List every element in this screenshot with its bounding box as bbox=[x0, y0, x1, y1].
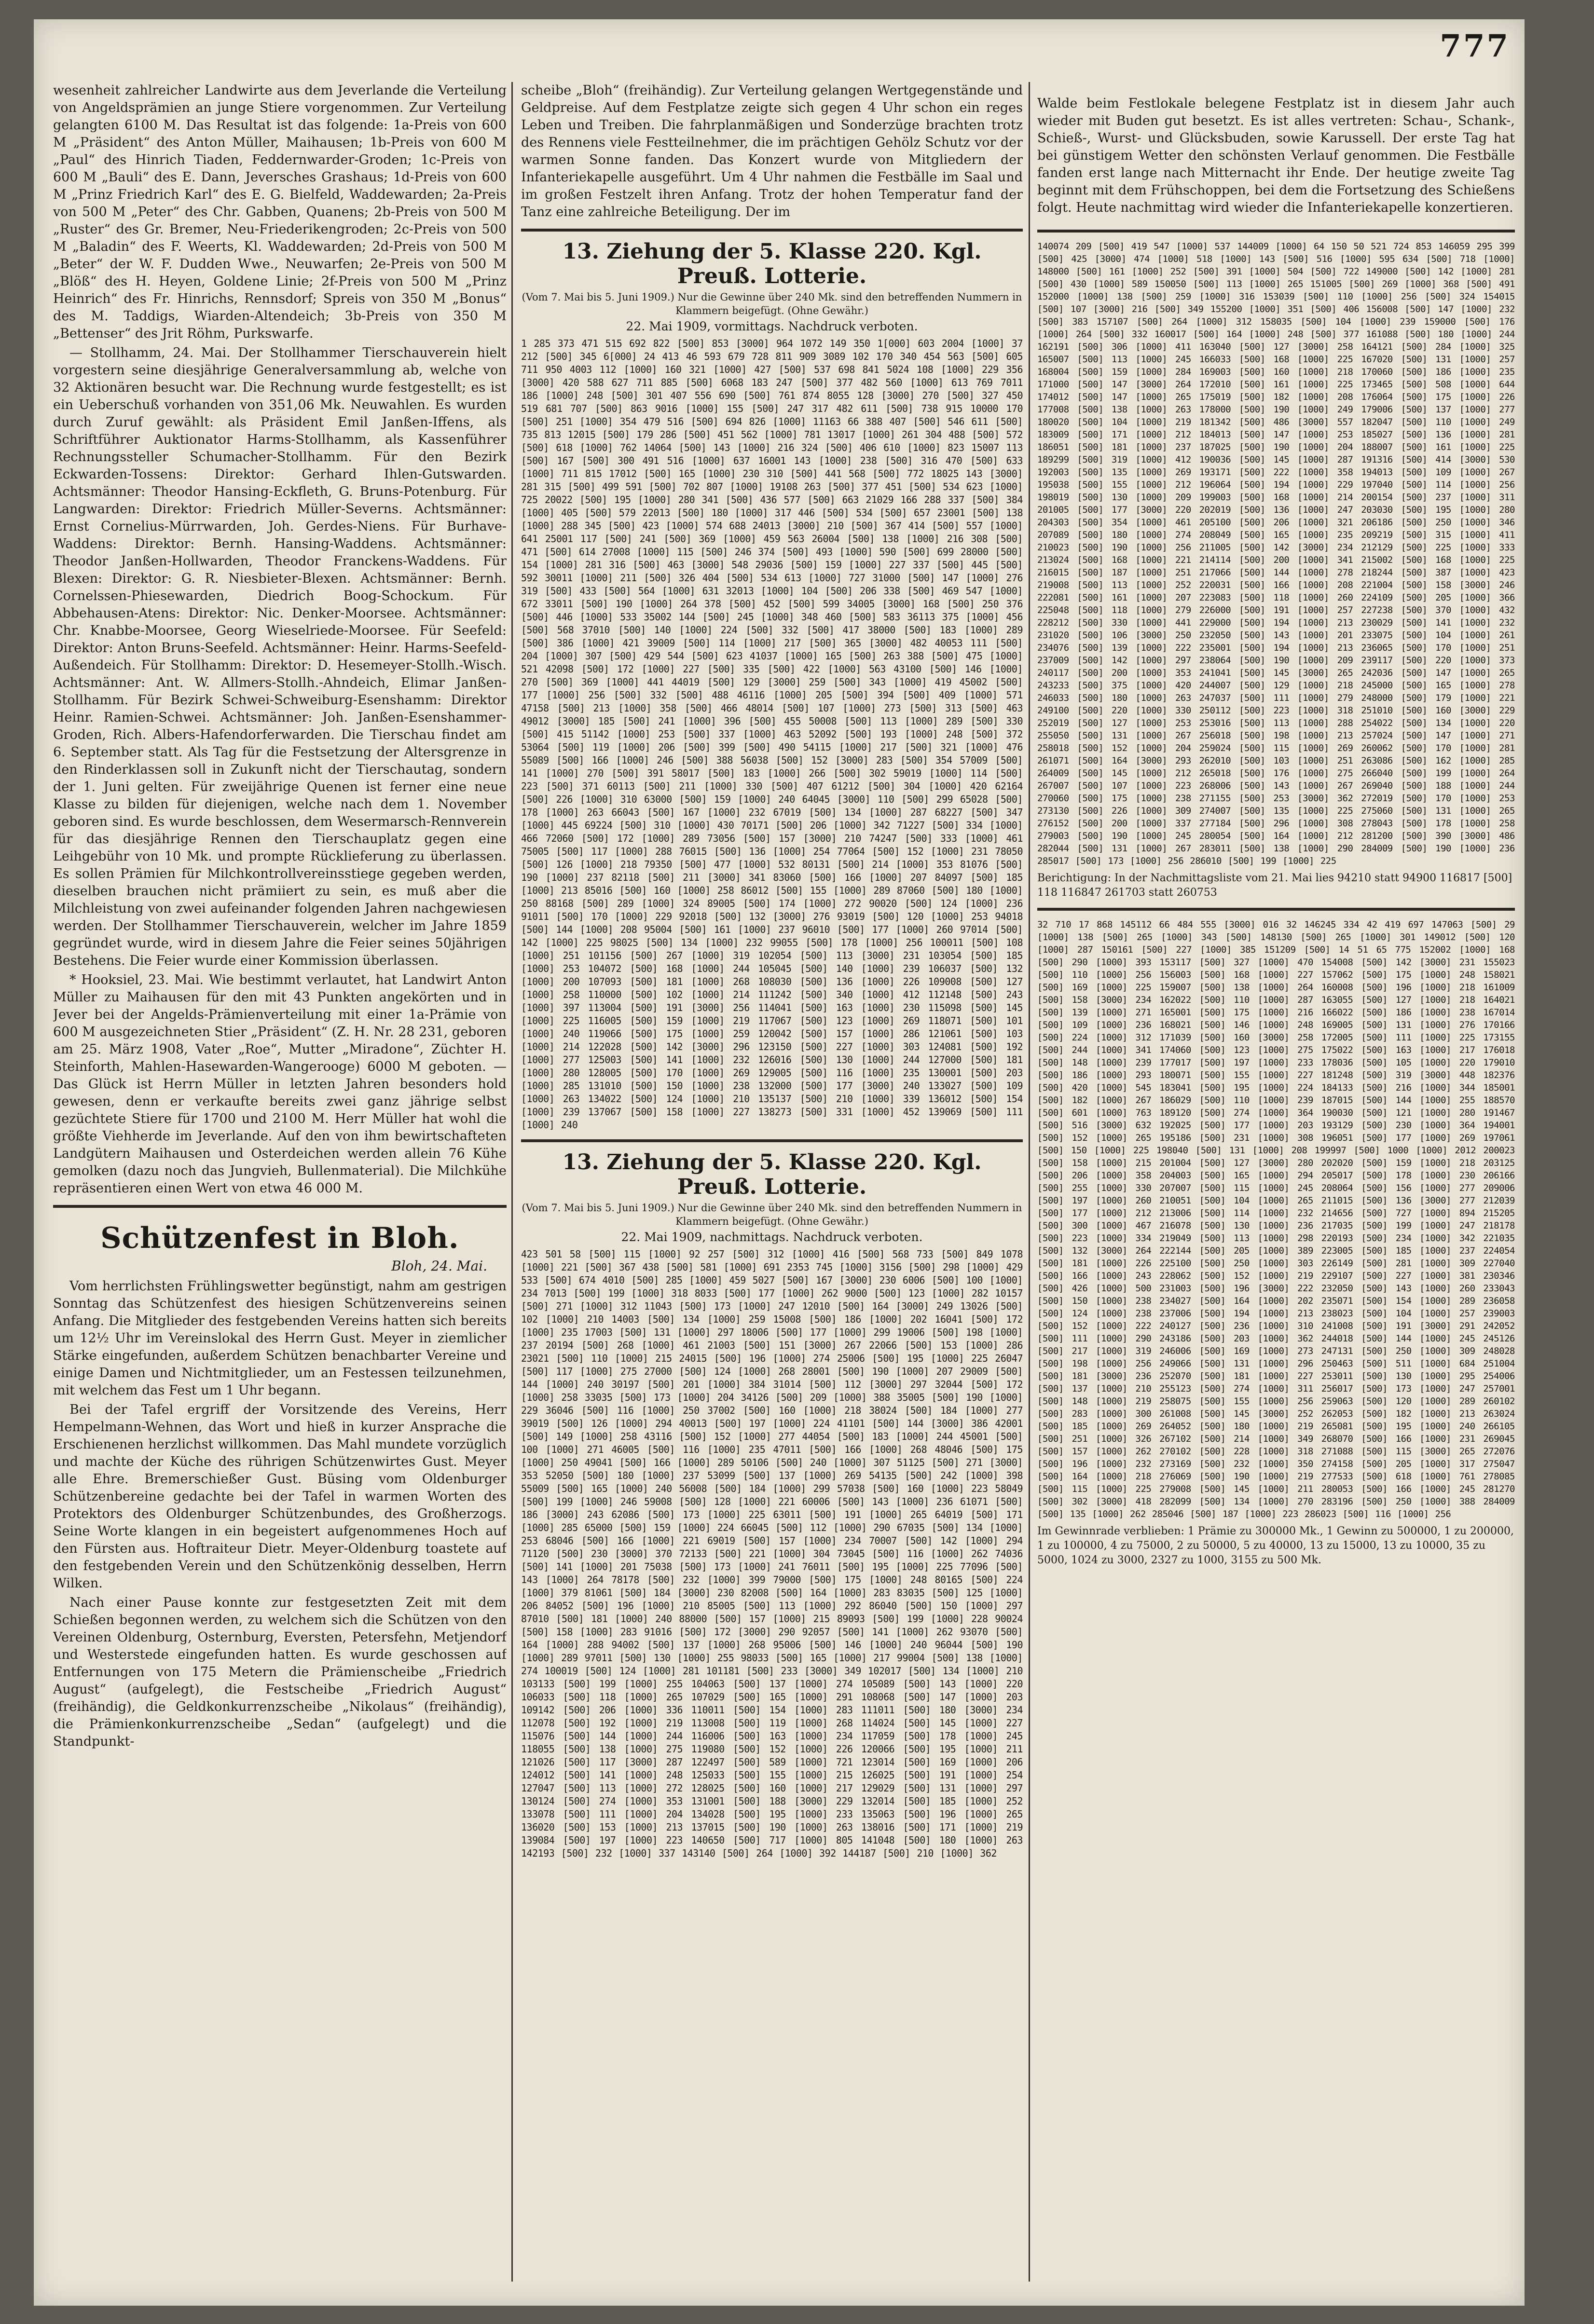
page-number: 777 bbox=[1440, 28, 1510, 64]
article-headline: Schützenfest in Bloh. bbox=[100, 1221, 459, 1255]
lottery-number-list: 32 710 17 868 145112 66 484 555 [3000] 016 32 146245 334 42 419 697 147063 [500] 29 [1000] 138 [500] 265 [1000] 343 [500] 148130 [500] 265 [1000] 301 149012 [500] 120 [1000] 287 150161 [500] 227 [1000] 385 151209 [500] 14 51 65 775 152002 [1000] 168 [500] 290 [1000] 393 153117 [500] 327 [1000] 470 154008 [500] 142 [3000] 231 155023 [500] 110 [1000] 256 156003 [500] 168 [1000] 227 157062 [500] 175 [1000] 248 158021 [500] 169 [1000] 225 159007 [500] 138 [1000] 264 160008 [500] 196 [1000] 218 161009 [500] 158 [3000] 234 162022 [500] 110 [1000] 287 163055 [500] 127 [1000] 218 164021 [500] 139 [1000] 271 165001 [500] 175 [1000] 216 166022 [500] 186 [1000] 238 167014 [500] 109 [1000] 236 168021 [500] 146 [1000] 248 169005 [500] 131 [1000] 276 170166 [500] 224 [1000] 312 171039 [500] 160 [3000] 258 172005 [500] 111 [1000] 225 173155 [500] 244 [1000] 341 174060 [500] 123 [1000] 275 175022 [500] 163 [1000] 217 176018 [500] 148 [1000] 239 177017 [500] 197 [1000] 233 178036 [500] 105 [1000] 220 179010 [500] 186 [1000] 293 180071 [500] 155 [1000] 227 181248 [500] 319 [3000] 448 182376 [500] 420 [1000] 545 183041 [500] 195 [1000] 224 184133 [500] 216 [1000] 344 185001 [500] 182 [1000] 267 186029 [500] 110 [1000] 239 187015 [500] 144 [1000] 255 188570 [500] 601 [1000] 763 189120 [500] 274 [1000] 364 190030 [500] 121 [1000] 280 191467 [500] 516 [3000] 632 192025 [500] 177 [1000] 203 193129 [500] 230 [1000] 364 194001 [500] 152 [1000] 265 195186 [500] 231 [1000] 308 196051 [500] 177 [1000] 269 197061 [500] 150 [1000] 225 198040 [500] 131 [1000] 208 199997 [500] 1000 [1000] 2012 200023 [500] 158 [1000] 215 201004 [500] 127 [3000] 280 202020 [500] 159 [1000] 218 203125 [500] 206 [1000] 358 204003 [500] 165 [1000] 294 205017 [500] 178 [1000] 230 206166 [500] 255 [1000] 330 207007 [500] 115 [1000] 245 208064 [500] 156 [1000] 277 209006 [500] 197 [1000] 260 210051 [500] 104 [1000] 265 211015 [500] 136 [3000] 277 212039 [500] 177 [1000] 212 213006 [500] 114 [1000] 232 214656 [500] 727 [1000] 894 215205 [500] 300 [1000] 467 216078 [500] 130 [1000] 236 217035 [500] 199 [1000] 247 218178 [500] 223 [1000] 334 219049 [500] 113 [1000] 298 220193 [500] 234 [1000] 342 221035 [500] 132 [3000] 264 222144 [500] 205 [1000] 389 223005 [500] 185 [1000] 237 224054 [500] 181 [1000] 226 225100 [500] 250 [1000] 303 226149 [500] 281 [1000] 309 227040 [500] 166 [1000] 243 228062 [500] 152 [1000] 219 229107 [500] 227 [1000] 381 230346 [500] 426 [1000] 500 231003 [500] 196 [3000] 222 232050 [500] 143 [1000] 260 233043 [500] 150 [1000] 238 234027 [500] 164 [1000] 202 235071 [500] 154 [1000] 289 236058 [500] 124 [1000] 238 237006 [500] 194 [1000] 213 238023 [500] 104 [1000] 257 239003 [500] 152 [1000] 222 240127 [500] 236 [1000] 310 241008 [500] 191 [3000] 291 242052 [500] 111 [1000] 290 243186 [500] 203 [1000] 362 244018 [500] 144 [1000] 245 245126 [500] 217 [1000] 319 246006 [500] 169 [1000] 273 247131 [500] 250 [1000] 309 248028 [500] 198 [1000] 256 249066 [500] 131 [1000] 296 250463 [500] 511 [1000] 684 251004 [500] 181 [3000] 236 252070 [500] 181 [1000] 227 253011 [500] 130 [1000] 295 254006 [500] 137 [1000] 210 255123 [500] 274 [1000] 311 256017 [500] 173 [1000] 247 257001 [500] 148 [1000] 219 258075 [500] 155 [1000] 256 259063 [500] 120 [1000] 289 260102 [500] 283 [1000] 300 261008 [500] 145 [3000] 252 262053 [500] 182 [1000] 213 263024 [500] 185 [1000] 269 264052 [500] 180 [1000] 219 265081 [500] 195 [1000] 240 266105 [500] 251 [1000] 326 267102 [500] 214 [1000] 349 268070 [500] 166 [1000] 231 269045 [500] 157 [1000] 262 270102 [500] 228 [1000] 318 271088 [500] 115 [3000] 265 272076 [500] 196 [1000] 232 273169 [500] 232 [1000] 350 274158 [500] 205 [1000] 317 275047 [500] 164 [1000] 218 276069 [500] 190 [1000] 219 277533 [500] 618 [1000] 761 278085 [500] 115 [1000] 225 279008 [500] 145 [1000] 211 280053 [500] 166 [1000] 245 281270 [500] 302 [3000] 418 282099 [500] 134 [1000] 270 283196 [500] 250 [1000] 388 284009 [500] 135 [1000] 262 285046 [500] 187 [1000] 223 286023 [500] 116 [1000] 256 bbox=[1037, 919, 1515, 1519]
lottery-date: 22. Mai 1909, nachmittags. Nachdruck verboten. bbox=[621, 1230, 923, 1244]
article-paragraph: — Stollhamm, 24. Mai. Der Stollhammer Tierschauverein hielt vorgestern seine diesjährige Generalversammlung ab, welche von 32 Aktionären besucht war. Die Rechnung wurde festgestellt; es ist ein Ueberschuß vorhanden von 351,06 Mk. Neuwahlen. Es wurden durch Zuruf gewählt: als Präsident Emil Janßen-Iffens, als Schriftführer Auktionator Harms-Stollhamm, als Kassenführer Rechnungssteller Schumacher-Stollhamm. Für den Bezirk Eckwarden-Tossens: Direktor: Gerhard Ihlen-Gutswarden. Achtsmänner: Theodor Hansing-Eckfleth, G. Bruns-Potenburg. Für Langwarden: Direktor: Friedrich Müller-Severns. Achtsmänner: Ernst Cornelius-Mürrwarden, Joh. Gerdes-Niens. Für Burhave-Waddens: Direktor: Bernh. Hansing-Waddens. Achtsmänner: Theodor Janßen-Hollwarden, Theodor Franckens-Waddens. Für Blexen: Direktor: G. R. Niesbieter-Blexen. Achtsmänner: Bernh. Cornelssen-Phiesewarden, Diedrich Boog-Schockum. Für Abbehausen-Atens: Direktor: Nic. Denker-Moorsee. Achtsmänner: Chr. Knabbe-Moorsee, Georg Wieselriede-Moorsee. Für Seefeld: Direktor: Anton Bruns-Seefeld. Achtsmänner: Heinr. Harms-Seefeld-Außendeich. Für Stollhamm: Direktor: D. Hesemeyer-Stollh.-Wisch. Achtsmänner: Ant. W. Allmers-Stollh.-Ahndeich, Elimar Janßen-Stollhamm. Für Bezirk Schwei-Schweiburg-Esenshamm: Direktor Heinr. Ramien-Schwei. Achtsmänner: Joh. Janßen-Esenshammer-Groden, Rich. Albers-Hafendorferwarden. Die Tierschau findet am 6. September statt. Als Tag für die Festsetzung der Altersgrenze in den Rinderklassen soll in Zukunft nicht der Tierschautag, sondern der 1. Juni gelten. Für zweijährige Quenen ist ferner eine neue Klasse zu bilden für diejenigen, welche nach dem 1. November geboren sind. Es wurde beschlossen, dem Wesermarsch-Rennverein für das diesjährige Rennen den Tierschauplatz gegen eine Leihgebühr von 10 Mk. und prompte Rücklieferung zu überlassen. Es sollen Prämien für Milchkontrollvereinsstiege gegeben werden, dieselben brauchen nicht prämiiert zu sein, es muß aber die Milchleistung von zwei aufeinander folgenden Jahren nachgewiesen werden. Der Stollhammer Tierschauverein, welcher im Jahre 1859 gegründet wurde, wird in diesem Jahre die Feier seines 50jährigen Bestehens. Die Feier wurde einer Kommission überlassen. bbox=[53, 345, 507, 968]
lottery-number-list: 140074 209 [500] 419 547 [1000] 537 144009 [1000] 64 150 50 521 724 853 146059 295 399 [500] 425 [3000] 474 [1000] 518 [1000] 143 [500] 516 [1000] 595 634 [500] 718 [1000] 148000 [500] 161 [1000] 252 [500] 391 [1000] 504 [500] 722 149000 [500] 142 [1000] 281 [500] 430 [1000] 589 150050 [500] 113 [1000] 265 151005 [500] 269 [1000] 368 [500] 491 152000 [1000] 138 [500] 259 [1000] 316 153039 [500] 110 [1000] 256 [500] 324 154015 [500] 107 [3000] 216 [500] 349 155200 [1000] 351 [500] 406 156008 [500] 147 [1000] 232 [500] 383 157107 [500] 264 [1000] 312 158035 [500] 104 [1000] 239 159000 [500] 176 [1000] 264 [500] 332 160017 [500] 164 [1000] 248 [500] 377 161088 [500] 180 [1000] 244 162191 [500] 306 [1000] 411 163040 [500] 127 [3000] 258 164121 [500] 284 [1000] 325 165007 [500] 113 [1000] 245 166033 [500] 168 [1000] 225 167020 [500] 131 [1000] 257 168004 [500] 159 [1000] 284 169003 [500] 160 [1000] 218 170060 [500] 186 [1000] 235 171000 [500] 147 [3000] 264 172010 [500] 161 [1000] 225 173465 [500] 508 [1000] 644 174012 [500] 147 [1000] 265 175019 [500] 182 [1000] 208 176064 [500] 175 [1000] 226 177008 [500] 138 [1000] 263 178000 [500] 190 [1000] 249 179006 [500] 137 [1000] 277 180020 [500] 104 [1000] 219 181342 [500] 486 [3000] 557 182047 [500] 110 [1000] 249 183009 [500] 171 [1000] 212 184013 [500] 147 [1000] 253 185027 [500] 136 [1000] 281 186051 [500] 181 [1000] 237 187025 [500] 190 [1000] 204 188007 [500] 161 [1000] 225 189299 [500] 319 [1000] 412 190036 [500] 145 [1000] 287 191316 [500] 414 [3000] 530 192003 [500] 135 [1000] 269 193171 [500] 222 [1000] 358 194013 [500] 109 [1000] 267 195038 [500] 155 [1000] 212 196064 [500] 194 [1000] 229 197040 [500] 114 [1000] 256 198019 [500] 130 [1000] 209 199003 [500] 168 [1000] 214 200154 [500] 237 [1000] 311 201005 [500] 177 [3000] 220 202019 [500] 136 [1000] 247 203030 [500] 195 [1000] 280 204303 [500] 354 [1000] 461 205100 [500] 206 [1000] 321 206186 [500] 250 [1000] 346 207089 [500] 180 [1000] 274 208049 [500] 165 [1000] 235 209219 [500] 315 [1000] 411 210023 [500] 190 [1000] 256 211005 [500] 142 [3000] 234 212129 [500] 225 [1000] 333 213024 [500] 168 [1000] 221 214114 [500] 200 [1000] 341 215002 [500] 168 [1000] 225 216015 [500] 187 [1000] 251 217066 [500] 144 [1000] 278 218244 [500] 387 [1000] 423 219008 [500] 113 [1000] 252 220031 [500] 166 [1000] 208 221004 [500] 158 [3000] 246 222081 [500] 161 [1000] 207 223083 [500] 118 [1000] 260 224109 [500] 205 [1000] 366 225048 [500] 118 [1000] 279 226000 [500] 191 [1000] 257 227238 [500] 370 [1000] 432 228212 [500] 330 [1000] 441 229000 [500] 194 [1000] 213 230029 [500] 141 [1000] 232 231020 [500] 106 [3000] 250 232050 [500] 143 [1000] 201 233075 [500] 104 [1000] 261 234076 [500] 139 [1000] 222 235001 [500] 194 [1000] 213 236065 [500] 170 [1000] 251 237009 [500] 142 [1000] 297 238064 [500] 190 [1000] 209 239117 [500] 220 [1000] 373 240117 [500] 200 [1000] 353 241041 [500] 145 [3000] 265 242036 [500] 147 [1000] 265 243233 [500] 375 [1000] 420 244007 [500] 129 [1000] 218 245000 [500] 165 [1000] 278 246033 [500] 180 [1000] 263 247037 [500] 111 [1000] 279 248000 [500] 179 [1000] 221 249100 [500] 220 [1000] 330 250112 [500] 223 [1000] 318 251010 [500] 160 [3000] 229 252019 [500] 127 [1000] 253 253016 [500] 113 [1000] 288 254022 [500] 134 [1000] 220 255050 [500] 131 [1000] 267 256018 [500] 198 [1000] 213 257024 [500] 147 [1000] 271 258018 [500] 152 [1000] 204 259024 [500] 115 [1000] 269 260062 [500] 170 [1000] 281 261071 [500] 164 [3000] 293 262010 [500] 103 [1000] 251 263086 [500] 162 [1000] 285 264009 [500] 145 [1000] 212 265018 [500] 176 [1000] 275 266040 [500] 199 [1000] 264 267007 [500] 107 [1000] 223 268006 [500] 143 [1000] 267 269040 [500] 188 [1000] 244 270060 [500] 175 [1000] 238 271155 [500] 253 [3000] 362 272019 [500] 170 [1000] 253 273130 [500] 226 [1000] 309 274007 [500] 135 [1000] 225 275060 [500] 131 [1000] 265 276152 [500] 200 [1000] 337 277184 [500] 296 [1000] 308 278043 [500] 178 [1000] 258 279003 [500] 190 [1000] 245 280054 [500] 164 [1000] 212 281200 [500] 390 [3000] 486 282044 [500] 131 [1000] 267 283011 [500] 138 [1000] 290 284009 [500] 190 [1000] 236 285017 [500] 173 [1000] 256 286010 [500] 199 [1000] 225 bbox=[1037, 241, 1515, 866]
article-paragraph: wesenheit zahlreicher Landwirte aus dem Jeverlande die Verteilung von Angeldsprämien an junge Stiere vorgenommen. Zur Verteilung gelangten 6100 M. Das Resultat ist das folgende: 1a-Preis von 600 M „Präsident“ des Anton Müller, Maihausen; 1b-Preis von 600 M „Paul“ des Hinrich Tiaden, Feddernwarder-Groden; 1c-Preis von 600 M „Bauli“ des E. Dann, Jeversches Grashaus; 1d-Preis von 600 M „Prinz Friedrich Karl“ des E. G. Bielfeld, Waddewarden; 2a-Preis von 500 M „Peter“ des Chr. Gabben, Quanens; 2b-Preis von 500 M „Ruster“ des Gr. Bremer, Neu-Friederikengroden; 2c-Preis von 500 M „Baladin“ des F. Weerts, Kl. Waddewarden; 2d-Preis von 500 M „Beter“ der W. F. Dudden Wwe., Neuwarfen; 2e-Preis von 500 M „Blöß“ des H. Heyen, Goldene Linie; 2f-Preis von 500 M „Prinz Heinrich“ des Fr. Hinrichs, Rennsdorf; Spreis von 350 M „Bonus“ des M. Taddigs, Wiarden-Altendeich; 3b-Preis von 350 M „Bettenser“ des Jrit Röhm, Purkswarfe. bbox=[53, 83, 507, 341]
section-rule bbox=[521, 1139, 1023, 1142]
section-rule bbox=[1037, 908, 1515, 911]
lottery-number-list: 423 501 58 [500] 115 [1000] 92 257 [500] 312 [1000] 416 [500] 568 733 [500] 849 1078 [1000] 221 [500] 367 438 [500] 581 [1000] 691 2353 745 [1000] 3156 [500] 298 [1000] 429 533 [500] 674 4010 [500] 285 [1000] 459 5027 [500] 167 [3000] 230 6006 [500] 100 [1000] 234 7013 [500] 199 [1000] 318 8033 [500] 177 [1000] 262 9000 [500] 123 [1000] 282 10157 [500] 271 [1000] 312 11043 [500] 173 [1000] 247 12010 [500] 164 [3000] 249 13026 [500] 102 [1000] 210 14003 [500] 134 [1000] 259 15008 [500] 186 [1000] 202 16041 [500] 172 [1000] 235 17003 [500] 131 [1000] 297 18006 [500] 177 [1000] 299 19006 [500] 198 [1000] 237 20194 [500] 268 [1000] 461 21003 [500] 151 [3000] 267 22066 [500] 153 [1000] 286 23021 [500] 110 [1000] 215 24015 [500] 196 [1000] 274 25006 [500] 195 [1000] 225 26047 [500] 117 [1000] 275 27000 [500] 124 [1000] 268 28001 [500] 190 [1000] 207 29009 [500] 144 [1000] 240 30197 [500] 201 [1000] 384 31014 [500] 112 [3000] 297 32044 [500] 172 [1000] 258 33035 [500] 173 [1000] 204 34126 [500] 209 [1000] 388 35005 [500] 190 [1000] 229 36046 [500] 116 [1000] 250 37002 [500] 160 [1000] 218 38024 [500] 184 [1000] 277 39019 [500] 126 [1000] 294 40013 [500] 197 [1000] 224 41101 [500] 144 [3000] 386 42001 [500] 149 [1000] 258 43116 [500] 152 [1000] 277 44054 [500] 183 [1000] 244 45001 [500] 100 [1000] 271 46005 [500] 116 [1000] 235 47011 [500] 166 [1000] 268 48046 [500] 175 [1000] 250 49041 [500] 166 [1000] 289 50106 [500] 240 [1000] 307 51125 [500] 271 [3000] 353 52050 [500] 180 [1000] 237 53099 [500] 137 [1000] 269 54135 [500] 242 [1000] 398 55009 [500] 165 [1000] 240 56008 [500] 184 [1000] 299 57038 [500] 160 [1000] 223 58049 [500] 199 [1000] 246 59008 [500] 128 [1000] 221 60006 [500] 143 [1000] 236 61071 [500] 186 [3000] 243 62086 [500] 173 [1000] 225 63011 [500] 191 [1000] 265 64019 [500] 171 [1000] 285 65000 [500] 159 [1000] 224 66045 [500] 112 [1000] 290 67035 [500] 134 [1000] 253 68046 [500] 166 [1000] 221 69019 [500] 157 [1000] 234 70007 [500] 142 [1000] 294 71120 [500] 230 [3000] 370 72133 [500] 221 [1000] 304 73045 [500] 116 [1000] 262 74036 [500] 141 [1000] 201 75038 [500] 173 [1000] 241 76011 [500] 195 [1000] 225 77096 [500] 143 [1000] 264 78178 [500] 232 [1000] 399 79000 [500] 175 [1000] 248 80165 [500] 224 [1000] 379 81061 [500] 184 [3000] 230 82008 [500] 164 [1000] 283 83035 [500] 125 [1000] 206 84052 [500] 196 [1000] 210 85005 [500] 113 [1000] 292 86040 [500] 150 [1000] 297 87010 [500] 181 [1000] 240 88000 [500] 157 [1000] 215 89093 [500] 199 [1000] 228 90024 [500] 158 [1000] 283 91016 [500] 172 [3000] 290 92057 [500] 141 [1000] 262 93070 [500] 164 [1000] 288 94002 [500] 137 [1000] 268 95006 [500] 146 [1000] 240 96044 [500] 190 [1000] 289 97011 [500] 130 [1000] 255 98033 [500] 165 [1000] 217 99004 [500] 138 [1000] 274 100019 [500] 124 [1000] 281 101181 [500] 233 [3000] 349 102017 [500] 134 [1000] 210 103133 [500] 199 [1000] 255 104063 [500] 137 [1000] 274 105089 [500] 143 [1000] 220 106033 [500] 118 [1000] 265 107029 [500] 165 [1000] 291 108068 [500] 147 [1000] 203 109142 [500] 206 [1000] 336 110011 [500] 154 [1000] 283 111011 [500] 180 [3000] 234 112078 [500] 192 [1000] 219 113008 [500] 119 [1000] 268 114024 [500] 145 [1000] 227 115076 [500] 144 [1000] 244 116006 [500] 163 [1000] 234 117059 [500] 178 [1000] 245 118055 [500] 138 [1000] 275 119080 [500] 152 [1000] 226 120066 [500] 195 [1000] 211 121026 [500] 117 [3000] 287 122497 [500] 589 [1000] 721 123014 [500] 169 [1000] 206 124012 [500] 141 [1000] 248 125033 [500] 155 [1000] 215 126025 [500] 191 [1000] 254 127047 [500] 113 [1000] 272 128025 [500] 160 [1000] 217 129029 [500] 131 [1000] 297 130124 [500] 274 [1000] 353 131001 [500] 188 [3000] 229 132014 [500] 185 [1000] 252 133078 [500] 111 [1000] 204 134028 [500] 195 [1000] 233 135063 [500] 196 [1000] 265 136020 [500] 153 [1000] 213 137015 [500] 190 [1000] 263 138016 [500] 171 [1000] 219 139084 [500] 197 [1000] 223 140650 [500] 717 [1000] 805 141048 [500] 180 [1000] 263 142193 [500] 232 [1000] 337 143140 [500] 264 [1000] 392 144187 [500] 210 [1000] 362 bbox=[521, 1248, 1023, 1859]
article-paragraph: Vom herrlichsten Frühlingswetter begünstigt, nahm am gestrigen Sonntag das Schützenfest des hiesigen Schützenvereins seinen Anfang. Die Mitglieder des festgebenden Vereins hatten sich bereits um 12½ Uhr im Vereinslokal des Herrn Gust. Meyer in ziemlicher Stärke eingefunden, außerdem Schützen benachbarter Vereine und einige Damen und Nichtmitglieder, um an Festessen teilzunehmen, mit welchem das Fest um 1 Uhr begann. bbox=[53, 1279, 507, 1398]
right-column bbox=[1037, 82, 1515, 2282]
article-paragraph: Nach einer Pause konnte zur festgesetzten Zeit mit dem Schießen begonnen werden, zu welchem sich die Schützen von den Vereinen Oldenburg, Osternburg, Eversten, Petersfehn, Metjendorf und Westerstede eingefunden hatten. Es wurde geschossen auf Entfernungen von 175 Metern die Prämienscheibe „Friedrich August“ (aufgelegt), die Festscheibe „Friedrich August“ (freihändig), die Geldkonkurrenzscheibe „Nikolaus“ (freihändig), die Prämienkonkurrenzscheibe „Sedan“ (aufgelegt) und die Standpunkt- bbox=[53, 1595, 507, 1749]
lottery-subtitle: (Vom 7. Mai bis 5. Juni 1909.) Nur die Gewinne über 240 Mk. sind den betreffenden Nummern in Klammern beigefügt. (Ohne Gewähr.) bbox=[522, 291, 1022, 316]
article-paragraph: Bei der Tafel ergriff der Vorsitzende des Vereins, Herr Hempelmann-Wehnen, das Wort und hieß in kurzer Ansprache die Erschienenen herzlichst willkommen. Das Mahl mundete vorzüglich und machte der Küche des rührigen Schützenwirtes Gust. Meyer alle Ehre. Bremerschießer Gust. Büsing vom Oldenburger Schützenbereine gedachte bei der Tafel in warmen Worten des Protektors des Oldenburger Schützenbundes, des Großherzogs. Seine Worte klangen in ein begeistert aufgenommenes Hoch auf den Fürsten aus. Hoftraiteur Dietr. Meyer-Oldenburg toastete auf den festgebenden Verein und den Schützenkönig desselben, Herrn Wilken. bbox=[53, 1402, 507, 1591]
column-divider bbox=[511, 82, 513, 2282]
lottery-date: 22. Mai 1909, vormittags. Nachdruck verboten. bbox=[626, 319, 918, 333]
newspaper-page bbox=[34, 19, 1525, 2306]
article-continuation: scheibe „Bloh“ (freihändig). Zur Verteilung gelangen Wertgegenstände und Geldpreise. Auf dem Festplatze zeigte sich gegen 4 Uhr schon ein reges Leben und Treiben. Die fahrplanmäßigen und Sonderzüge brachten trotz des Rennens viele Festteilnehmer, die im prächtigen Gehölz Schutz vor der warmen Sonne fanden. Das Konzert wurde von Mitgliedern der Infanteriekapelle ausgeführt. Um 4 Uhr nahmen die Festbälle im Saal und im großen Festzelt ihren Anfang. Trotz der hohen Temperatur fand der Tanz eine zahlreiche Beteiligung. Der im bbox=[521, 83, 1023, 219]
lottery-title: 13. Ziehung der 5. Klasse 220. Kgl. Preuß. Lotterie. bbox=[562, 239, 982, 288]
section-rule bbox=[53, 1205, 507, 1208]
section-rule bbox=[1037, 230, 1515, 232]
lottery-remaining-prizes: Im Gewinnrade verblieben: 1 Prämie zu 300000 Mk., 1 Gewinn zu 500000, 1 zu 200000, 1 zu 100000, 4 zu 75000, 2 zu 50000, 5 zu 40000, 13 zu 15000, 13 zu 10000, 35 zu 5000, 1024 zu 3000, 2327 zu 1000, 3155 zu 500 Mk. bbox=[1037, 1525, 1514, 1566]
article-continuation: Walde beim Festlokale belegene Festplatz ist in diesem Jahr auch wieder mit Buden gut besetzt. Es ist alles vertreten: Schau-, Schank-, Schieß-, Wurst- und Glücksbuden, sowie Karussell. Der erste Tag hat bei günstigem Wetter den schönsten Verlauf genommen. Die Festbälle fanden erst lange nach Mitternacht ihr Ende. Der heutige zweite Tag beginnt mit dem Frühschoppen, bei dem die Fortsetzung des Schießens folgt. Heute nachmittag wird wieder die Infanteriekapelle konzertieren. bbox=[1037, 96, 1515, 215]
section-rule bbox=[521, 229, 1023, 232]
middle-column bbox=[521, 82, 1023, 2282]
lottery-number-list: 1 285 373 471 515 692 822 [500] 853 [3000] 964 1072 149 350 1[000] 603 2004 [1000] 37 212 [500] 345 6[000] 24 413 46 593 679 728 811 909 3089 102 170 340 454 563 [500] 605 711 950 4003 112 [1000] 160 321 [1000] 427 [500] 537 698 841 5024 108 [1000] 229 356 [3000] 420 588 627 711 885 [500] 6068 183 247 [500] 377 482 560 [1000] 613 769 7011 186 [1000] 248 [500] 301 407 556 690 [500] 761 874 8055 128 [3000] 270 [500] 327 450 519 681 707 [500] 863 9016 [1000] 155 [500] 247 317 482 611 [500] 738 915 10000 170 [500] 251 [1000] 354 479 516 [500] 694 826 [1000] 11163 66 388 407 [500] 546 611 [500] 735 813 12015 [500] 179 286 [500] 451 562 [1000] 781 13017 [1000] 261 304 488 [500] 572 [500] 618 [1000] 762 14064 [500] 143 [1000] 216 324 [500] 406 610 [1000] 823 15007 113 [500] 167 [500] 300 491 516 [1000] 637 16001 143 [1000] 238 [500] 316 470 [500] 633 [1000] 711 815 17012 [500] 165 [1000] 230 310 [500] 441 568 [500] 772 18025 143 [3000] 281 315 [500] 499 591 [500] 702 807 [1000] 19108 263 [500] 377 451 [500] 534 623 [1000] 725 20022 [500] 195 [1000] 280 341 [500] 436 577 [500] 663 21029 166 288 337 [500] 384 [1000] 405 [500] 579 22013 [500] 180 [1000] 317 446 [500] 534 [500] 657 23001 [500] 138 [1000] 288 345 [500] 423 [1000] 574 688 24013 [3000] 210 [500] 367 414 [500] 557 [1000] 641 25001 117 [500] 241 [500] 369 [1000] 459 563 26004 [500] 138 [1000] 216 308 [500] 471 [500] 614 27008 [1000] 115 [500] 246 374 [500] 493 [1000] 590 [500] 699 28000 [500] 154 [1000] 281 316 [500] 463 [3000] 548 29036 [500] 159 [1000] 227 337 [500] 445 [500] 592 30011 [1000] 211 [500] 326 404 [500] 534 613 [1000] 727 31000 [500] 147 [1000] 276 319 [500] 433 [500] 564 [1000] 631 32013 [1000] 104 [500] 206 338 [500] 469 547 [1000] 672 33011 [500] 190 [1000] 264 378 [500] 452 [500] 599 34005 [3000] 168 [500] 250 376 [500] 446 [1000] 533 35002 144 [500] 245 [1000] 348 460 [500] 583 36113 375 [1000] 456 [500] 568 37010 [500] 140 [1000] 224 [500] 332 [500] 417 38000 [500] 183 [1000] 289 [500] 386 [1000] 421 39009 [500] 114 [1000] 217 [500] 365 [3000] 482 40053 111 [500] 204 [1000] 307 [500] 429 544 [500] 623 41037 [1000] 165 [500] 263 388 [500] 475 [1000] 521 42098 [500] 172 [1000] 227 [500] 335 [500] 422 [1000] 563 43100 [500] 146 [1000] 270 [500] 369 [1000] 441 44019 [500] 129 [3000] 259 [500] 343 [1000] 419 45002 [500] 177 [1000] 256 [500] 332 [500] 488 46116 [1000] 205 [500] 394 [500] 409 [1000] 571 47158 [500] 213 [1000] 358 [500] 466 48014 [500] 107 [1000] 273 [500] 313 [500] 463 49012 [3000] 185 [500] 241 [1000] 396 [500] 455 50008 [500] 113 [1000] 289 [500] 330 [500] 415 51142 [1000] 253 [500] 337 [1000] 463 52092 [500] 193 [1000] 248 [500] 372 53064 [500] 119 [1000] 206 [500] 399 [500] 490 54115 [1000] 217 [500] 321 [1000] 476 55089 [500] 166 [1000] 246 [500] 388 56038 [500] 152 [3000] 283 [500] 354 57009 [500] 141 [1000] 270 [500] 391 58017 [500] 183 [1000] 266 [500] 302 59019 [1000] 114 [500] 223 [500] 371 60113 [500] 211 [1000] 330 [500] 407 61212 [500] 304 [1000] 420 62164 [500] 226 [1000] 310 63000 [500] 159 [1000] 240 64045 [3000] 110 [500] 299 65028 [500] 178 [1000] 263 66043 [500] 167 [1000] 232 67019 [500] 134 [1000] 287 68227 [500] 347 [1000] 445 69224 [500] 310 [1000] 430 70171 [500] 206 [1000] 342 71227 [500] 334 [1000] 466 72060 [500] 172 [1000] 289 73056 [500] 157 [3000] 210 74247 [500] 333 [1000] 461 75005 [500] 117 [1000] 288 76015 [500] 136 [1000] 254 77064 [500] 152 [1000] 231 78050 [500] 126 [1000] 218 79350 [500] 477 [1000] 532 80131 [500] 214 [1000] 353 81076 [500] 190 [1000] 237 82118 [500] 211 [3000] 341 83060 [500] 166 [1000] 207 84097 [500] 185 [1000] 213 85016 [500] 160 [1000] 258 86012 [500] 155 [1000] 289 87060 [500] 180 [1000] 250 88168 [500] 289 [1000] 324 89005 [500] 174 [1000] 272 90020 [500] 124 [1000] 236 91011 [500] 170 [1000] 229 92018 [500] 132 [3000] 276 93019 [500] 120 [1000] 253 94018 [500] 144 [1000] 208 95004 [500] 161 [1000] 237 96010 [500] 177 [1000] 260 97014 [500] 142 [1000] 225 98025 [500] 134 [1000] 232 99055 [500] 178 [1000] 256 100011 [500] 108 [1000] 251 101156 [500] 267 [1000] 319 102054 [500] 113 [3000] 231 103054 [500] 185 [1000] 253 104072 [500] 168 [1000] 244 105045 [500] 140 [1000] 239 106037 [500] 132 [1000] 200 107093 [500] 181 [1000] 268 108030 [500] 136 [1000] 226 109008 [500] 127 [1000] 258 110000 [500] 102 [1000] 214 111242 [500] 340 [1000] 412 112148 [500] 243 [1000] 397 113004 [500] 191 [3000] 256 114041 [500] 163 [1000] 230 115098 [500] 145 [1000] 225 116005 [500] 159 [1000] 219 117067 [500] 123 [1000] 269 118071 [500] 101 [1000] 240 119066 [500] 175 [1000] 259 120042 [500] 157 [1000] 286 121061 [500] 103 [1000] 214 122028 [500] 142 [3000] 296 123150 [500] 227 [1000] 303 124081 [500] 192 [1000] 277 125003 [500] 141 [1000] 232 126016 [500] 130 [1000] 244 127000 [500] 181 [1000] 280 128005 [500] 170 [1000] 269 129005 [500] 116 [1000] 235 130001 [500] 203 [1000] 285 131010 [500] 150 [1000] 238 132000 [500] 177 [3000] 240 133027 [500] 109 [1000] 263 134022 [500] 124 [1000] 210 135137 [500] 210 [1000] 339 136012 [500] 154 [1000] 239 137067 [500] 158 [1000] 227 138273 [500] 331 [1000] 452 139069 [500] 111 [1000] 240 bbox=[521, 338, 1023, 1131]
article-paragraph: * Hooksiel, 23. Mai. Wie bestimmt verlautet, hat Landwirt Anton Müller zu Maihausen für den mit 43 Punkten angekörten und in Jever bei der Angelds-Prämienverteilung mit einer 1a-Prämie von 600 M ausgezeichneten Stier „Präsident“ (Z. H. Nr. 28 231, geboren am 25. März 1908, Vater „Roe“, Mutter „Miradone“, Züchter H. Steinforth, Mahlen-Hasewarden-Wangerooge) 6000 M geboten. — Das Glück ist Herrn Müller in letzten Jahren besonders hold gewesen, denn er verkaufte bereits zwei ganz jährige selbst gezüchtete Stiere für 1700 und 2100 M. Herr Müller hat wohl die größte Viehherde im Jeverlande. Auf den von ihm bewirtschafteten Landgütern Maihausen und Osterdeichen werden allein 76 Kühe gemolken (dazu noch das Jungvieh, Bullenmaterial). Die Milchkühe repräsentieren einen Wert von etwa 46 000 M. bbox=[53, 972, 507, 1196]
lottery-correction-note: Berichtigung: In der Nachmittagsliste vom 21. Mai lies 94210 statt 94900 116817 [500] 118 116847 261703 statt 260753 bbox=[1037, 872, 1512, 899]
left-column bbox=[53, 82, 507, 2282]
lottery-subtitle: (Vom 7. Mai bis 5. Juni 1909.) Nur die Gewinne über 240 Mk. sind den betreffenden Nummern in Klammern beigefügt. (Ohne Gewähr.) bbox=[522, 1202, 1022, 1227]
column-divider bbox=[1029, 82, 1030, 2282]
article-dateline: Bloh, 24. Mai. bbox=[391, 1258, 487, 1274]
lottery-title: 13. Ziehung der 5. Klasse 220. Kgl. Preuß. Lotterie. bbox=[562, 1150, 982, 1199]
